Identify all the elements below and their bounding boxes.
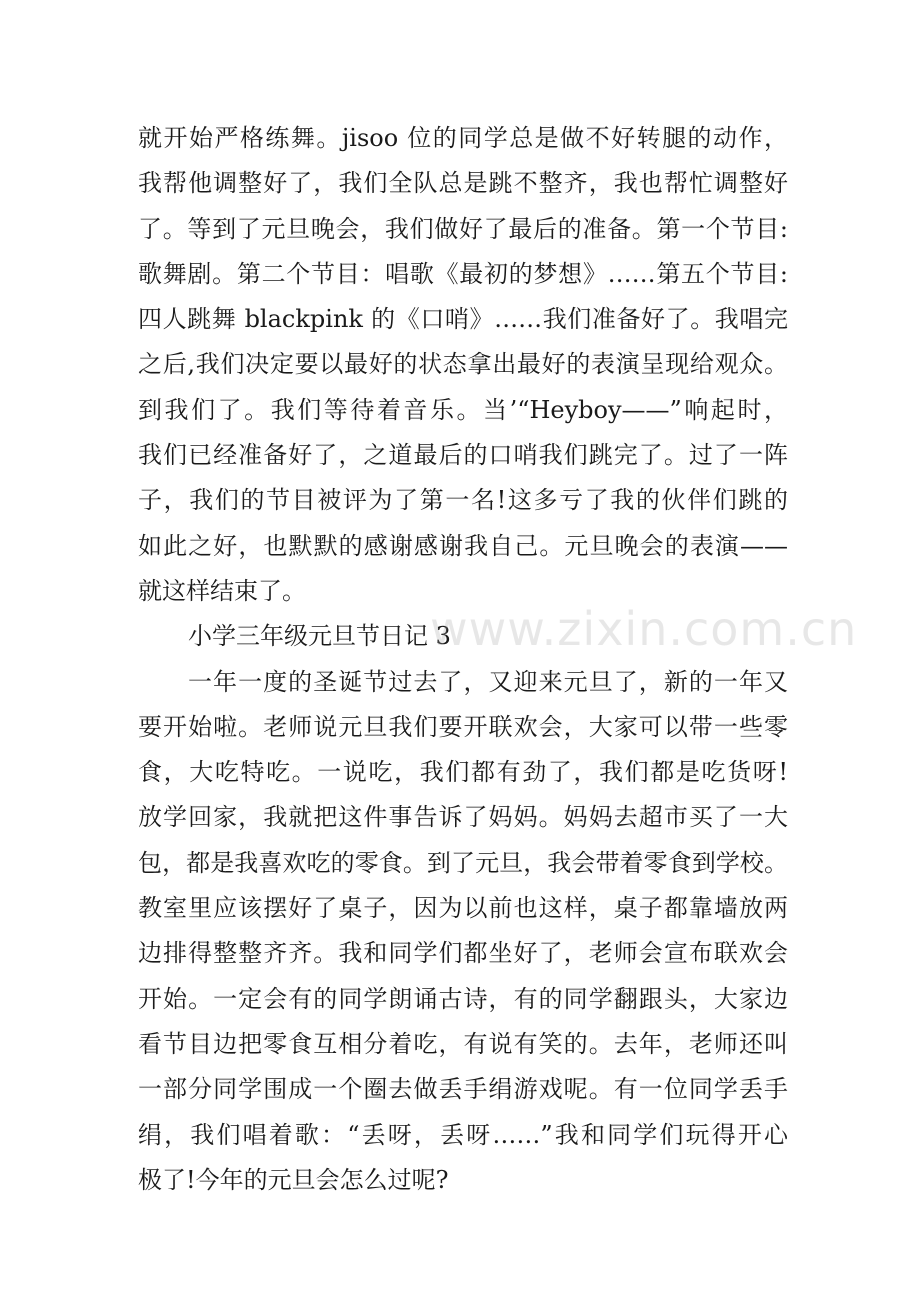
text-line: 要开始啦。老师说元旦我们要开联欢会，大家可以带一些零 xyxy=(138,712,788,741)
section-title: 小学三年级元旦节日记 3 xyxy=(188,622,451,651)
document-body xyxy=(138,116,788,1203)
text-line: 之后,我们决定要以最好的状态拿出最好的表演呈现给观众。 xyxy=(138,350,788,379)
text-line: 开始。一定会有的同学朗诵古诗，有的同学翻跟头，大家边 xyxy=(138,984,788,1013)
text-line: 子，我们的节目被评为了第一名!这多亏了我的伙伴们跳的 xyxy=(138,486,788,515)
text-line: 就这样结束了。 xyxy=(138,576,306,605)
text-line: 包，都是我喜欢吃的零食。到了元旦，我会带着零食到学校。 xyxy=(138,848,788,877)
text-line: 边排得整整齐齐。我和同学们都坐好了，老师会宣布联欢会 xyxy=(138,939,788,968)
text-line: 就开始严格练舞。jisoo 位的同学总是做不好转腿的动作， xyxy=(138,124,788,152)
text-line: 四人跳舞 blackpink 的《口哨》……我们准备好了。我唱完 xyxy=(138,305,788,334)
text-line: 绢，我们唱着歌：“丢呀，丢呀……”我和同学们玩得开心 xyxy=(138,1120,788,1149)
text-line: 了。等到了元旦晚会，我们做好了最后的准备。第一个节目: xyxy=(138,214,788,243)
text-line: 我帮他调整好了，我们全队总是跳不整齐，我也帮忙调整好 xyxy=(138,169,788,198)
text-line: 如此之好，也默默的感谢感谢我自己。元旦晚会的表演—— xyxy=(138,531,788,560)
text-line: 我们已经准备好了，之道最后的口哨我们跳完了。过了一阵 xyxy=(138,441,788,470)
text-line: 食，大吃特吃。一说吃，我们都有劲了，我们都是吃货呀! xyxy=(138,758,788,787)
text-line: 到我们了。我们等待着音乐。当’“Heyboy——”响起时， xyxy=(138,395,788,424)
text-line: 看节目边把零食互相分着吃，有说有笑的。去年，老师还叫 xyxy=(138,1029,788,1058)
text-line: 教室里应该摆好了桌子，因为以前也这样，桌子都靠墙放两 xyxy=(138,894,788,923)
text-line: 歌舞剧。第二个节目：唱歌《最初的梦想》……第五个节目: xyxy=(138,259,788,288)
text-line: 一年一度的圣诞节过去了，又迎来元旦了，新的一年又 xyxy=(188,667,788,696)
text-line: 极了!今年的元旦会怎么过呢? xyxy=(138,1165,449,1194)
watermark: www.zixin.com.cn xyxy=(430,602,858,656)
text-line: 一部分同学围成一个圈去做丢手绢游戏呢。有一位同学丢手 xyxy=(138,1075,788,1104)
text-line: 放学回家，我就把这件事告诉了妈妈。妈妈去超市买了一大 xyxy=(138,803,788,832)
